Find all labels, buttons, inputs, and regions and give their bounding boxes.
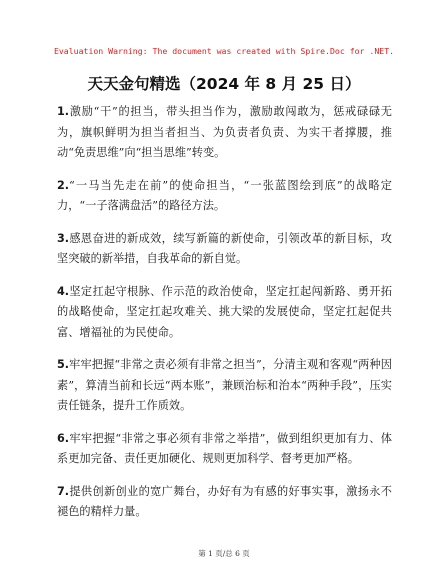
paragraph-text: 牢牢把握“非常之事必须有非常之举措”，做到组织更加有力、体系更加完备、责任更加硬化、规则更加科学、督考更加严格。 (57, 431, 392, 465)
paragraph-number: 7. (57, 484, 70, 498)
paragraph-text: 感恩奋进的新成效，续写新篇的新使命，引领改革的新目标，攻坚突破的新举措，自我革命的新自觉。 (57, 231, 392, 265)
paragraph-number: 2. (57, 178, 70, 192)
paragraph-2 (57, 176, 392, 217)
paragraph-text: 牢牢把握“非常之责必须有非常之担当”，分清主观和客观“两种因素”，算清当前和长远“两本账”，兼顾治标和治本“两种手段”，压实责任链条，提升工作质效。 (57, 358, 392, 412)
paragraph-number: 3. (57, 231, 70, 245)
paragraph-5 (57, 355, 392, 417)
paragraph-7 (57, 482, 392, 523)
paragraph-number: 4. (57, 284, 70, 298)
paragraph-6 (57, 429, 392, 470)
paragraph-text: 激励“干”的担当，带头担当作为，激励敢闯敢为，惩戒碌碌无为，旗帜鲜明为担当者担当、为负责者负责、为实干者撑腰，推动“免责思维”向“担当思维”转变。 (57, 105, 392, 159)
paragraph-4 (57, 282, 392, 344)
paragraph-number: 6. (57, 431, 70, 445)
document-body (57, 102, 392, 535)
paragraph-text: “一马当先走在前”的使命担当，“一张蓝图绘到底”的战略定力，“一子落满盘活”的路径方法。 (57, 178, 392, 212)
paragraph-3 (57, 229, 392, 270)
paragraph-number: 1. (57, 105, 70, 118)
paragraph-text: 提供创新创业的宽广舞台，办好有为有感的好事实事，激扬永不褪色的精样力量。 (57, 484, 392, 518)
document-title: 天天金句精选（2024 年 8 月 25 日） (87, 75, 361, 93)
paragraph-text: 坚定扛起守根脉、作示范的政治使命，坚定扛起闯新路、勇开拓的战略使命，坚定扛起攻难关、挑大梁的发展使命，坚定扛起促共富、增福祉的为民使命。 (57, 284, 392, 339)
paragraph-1 (57, 102, 392, 164)
paragraph-number: 5. (57, 358, 70, 371)
evaluation-watermark: Evaluation Warning: The document was created with Spire.Doc for .NET. (53, 46, 395, 56)
page-footer: 第 1 页/总 6 页 (198, 549, 250, 558)
